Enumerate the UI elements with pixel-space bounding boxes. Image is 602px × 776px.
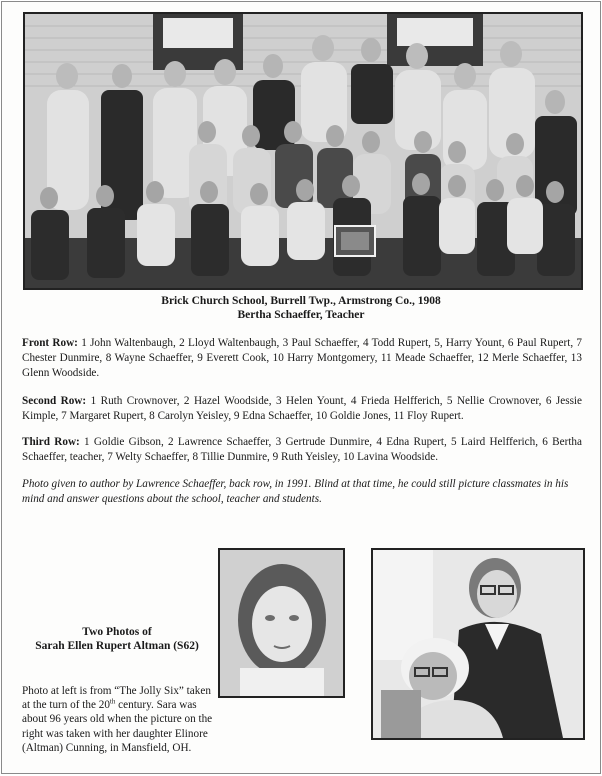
elderly-portrait-photo [371,548,585,740]
second-row-label: Second Row: [22,395,87,407]
second-row-list [22,394,582,424]
young-portrait-photo [218,548,345,698]
class-photo [23,12,583,290]
front-row-list [22,336,582,382]
third-row-list [22,435,582,465]
caption-title: Brick Church School, Burrell Twp., Armstrong Co., 1908 [161,295,441,307]
two-photos-title-line2: Sarah Ellen Rupert Altman (S62) [35,640,199,652]
third-row-names: 1 Goldie Gibson, 2 Lawrence Schaeffer, 3 Gertrude Dunmire, 4 Edna Rupert, 5 Laird Helfferich, 6 Bertha Schaeffer, teacher, 7 Welty Schaeffer, 8 Tillie Dunmire, 9 Ruth Yeisley, 10 Lavina Woodside. [22,436,582,464]
front-row-label: Front Row: [22,337,78,349]
two-photos-title-line1: Two Photos of [82,626,152,638]
caption-teacher: Bertha Schaeffer, Teacher [237,309,365,321]
photo-caption [62,294,540,322]
second-row-names: 1 Ruth Crownover, 2 Hazel Woodside, 3 Helen Yount, 4 Frieda Helfferich, 5 Nellie Crownover, 6 Jessie Kimple, 7 Margaret Rupert, 8 Carolyn Yeisley, 9 Edna Schaeffer, 10 Goldie Jones, 11 Floy Rupert. [22,395,583,423]
front-row-names: 1 John Waltenbaugh, 2 Lloyd Waltenbaugh, 3 Paul Schaeffer, 4 Todd Rupert, 5, Harry Yount, 6 Paul Rupert, 7 Chester Dunmire, 8 Wayne Schaeffer, 9 Everett Cook, 10 Harry Montgomery, 11 Meade Schaeffer, 12 Merle Schaeffer, 13 Glenn Woodside. [22,337,582,380]
photo-note: Photo given to author by Lawrence Schaeffer, back row, in 1991. Blind at that time, he could still picture classmates in his mind and answer questions about the school, teacher and students. [22,478,569,505]
two-photos-title [22,625,212,653]
third-row-label: Third Row: [22,436,80,448]
two-photos-description: Photo at left is from “The Jolly Six” taken at the turn of the 20th century. Sara was about 96 years old when the picture on the right was taken with her daughter Elinore (Altman) Cunning, in Mansfield, OH. [22,685,213,754]
document-page [1,1,601,774]
